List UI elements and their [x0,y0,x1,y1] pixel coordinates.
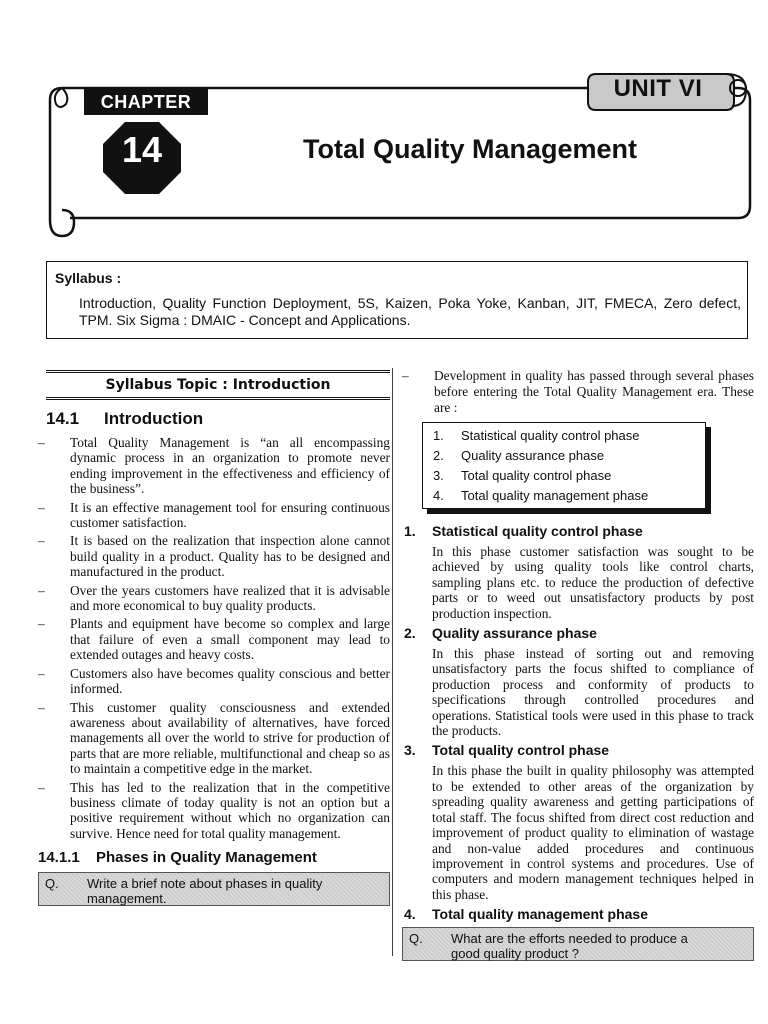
page-title: Total Quality Management [302,134,638,164]
intro-bullet-list [38,435,390,841]
list-item: – Customers also have becomes quality conscious and better informed. [38,666,390,697]
left-column [38,368,390,906]
phase-number: 1. [433,428,444,443]
column-divider [392,368,393,956]
question-text: Write a brief note about phases in quality management. [87,876,323,907]
unit-label: UNIT VI [613,75,703,102]
list-item [433,446,697,466]
phase-heading [404,742,754,758]
phase-heading-title: Quality assurance phase [432,625,597,642]
phase-heading-title: Total quality management phase [432,906,649,923]
syllabus-heading: Syllabus : [55,270,122,286]
phase-heading-number: 3. [404,742,416,759]
chapter-label: CHAPTER [84,89,208,115]
syllabus-box [46,261,748,339]
phase-heading-number: 1. [404,523,416,539]
phase-number: 3. [433,468,444,483]
syllabus-topic-bar: Syllabus Topic : Introduction [46,370,390,400]
section-number: 14.1 [46,409,80,428]
phase-label: Total quality management phase [461,488,649,503]
question-box [402,927,754,961]
phase-heading [404,906,754,922]
section-title: Introduction [104,409,204,428]
phase-description: In this phase the built in quality philosophy was attempted to be extended to other areas of the organization by spreading quality awareness and getting participations of total staff. The focus shifted from direct cost reduction and improvement of product quality to elimination of wastage and non-value added procedures and continuous improvement in control systems and procedures. Use of computers and modern management techniques helped in this phase. [432,763,754,902]
phase-heading-title: Statistical quality control phase [432,523,643,539]
phase-description: In this phase instead of sorting out and removing unsatisfactory parts the focus shifted to compliance of production process and conformity of products to specifications through controlled procedures and operations. Statistical tools were used in this phase to track the products. [432,646,754,739]
question-text: What are the efforts needed to produce a good quality product ? [451,931,688,962]
list-item: – Plants and equipment have become so complex and large that failure of even a small component may lead to extended outages and heavy costs. [38,616,390,662]
chapter-number: 14 [121,129,163,170]
phase-label: Quality assurance phase [461,448,605,463]
list-item: – Total Quality Management is “an all encompassing dynamic process in an organization to promote never ending improvement in the effectiveness and efficiency of the business”. [38,435,390,497]
phase-heading [404,523,754,539]
phase-heading-number: 4. [404,906,416,923]
list-item: – Over the years customers have realized that it is advisable and more economical to buy quality products. [38,583,390,614]
phase-number: 2. [433,448,444,463]
syllabus-text: Introduction, Quality Function Deployment, 5S, Kaizen, Poka Yoke, Kanban, JIT, FMECA, Zero defect, TPM. Six Sigma : DMAIC - Concept and Applications. [79,295,741,328]
list-item: – This has led to the realization that in the competitive business climate of today quality is not an option but a positive requirement without which no organization can survive. Hence need for total quality management. [38,780,390,842]
subsection-title: Phases in Quality Management [96,849,317,867]
list-item: – It is based on the realization that inspection alone cannot build quality in a product. Quality has to be designed and manufactured in the product. [38,533,390,579]
phase-heading-number: 2. [404,625,416,642]
list-item [433,486,697,506]
question-label: Q. [45,876,59,892]
subsection-heading [38,849,390,866]
list-item [433,426,697,446]
question-label: Q. [409,931,423,947]
phase-number: 4. [433,488,444,503]
phase-label: Total quality control phase [461,468,612,483]
phase-heading-title: Total quality control phase [432,742,610,759]
section-heading [46,409,390,429]
right-column [402,368,754,961]
list-item: – It is an effective management tool for ensuring continuous customer satisfaction. [38,500,390,531]
phase-heading [404,625,754,641]
list-item: – This customer quality consciousness and extended awareness about availability of alternatives, have forced managements all over the world to strive for production of parts that are more reliable, multifunctional and cheap so as to maintain a competitive edge in the market. [38,700,390,777]
question-box [38,872,390,906]
list-item [433,466,697,486]
phase-description: In this phase customer satisfaction was sought to be achieved by using quality tools like control charts, sampling plans etc. to reduce the production of defective parts or to weed out unsatisfactory products by post production inspection. [432,544,754,621]
phase-list-box [422,422,706,509]
subsection-number: 14.1.1 [38,849,80,867]
phase-label: Statistical quality control phase [461,428,640,443]
phases-intro: – Development in quality has passed through several phases before entering the Total Quality Management era. These are : [402,368,754,416]
